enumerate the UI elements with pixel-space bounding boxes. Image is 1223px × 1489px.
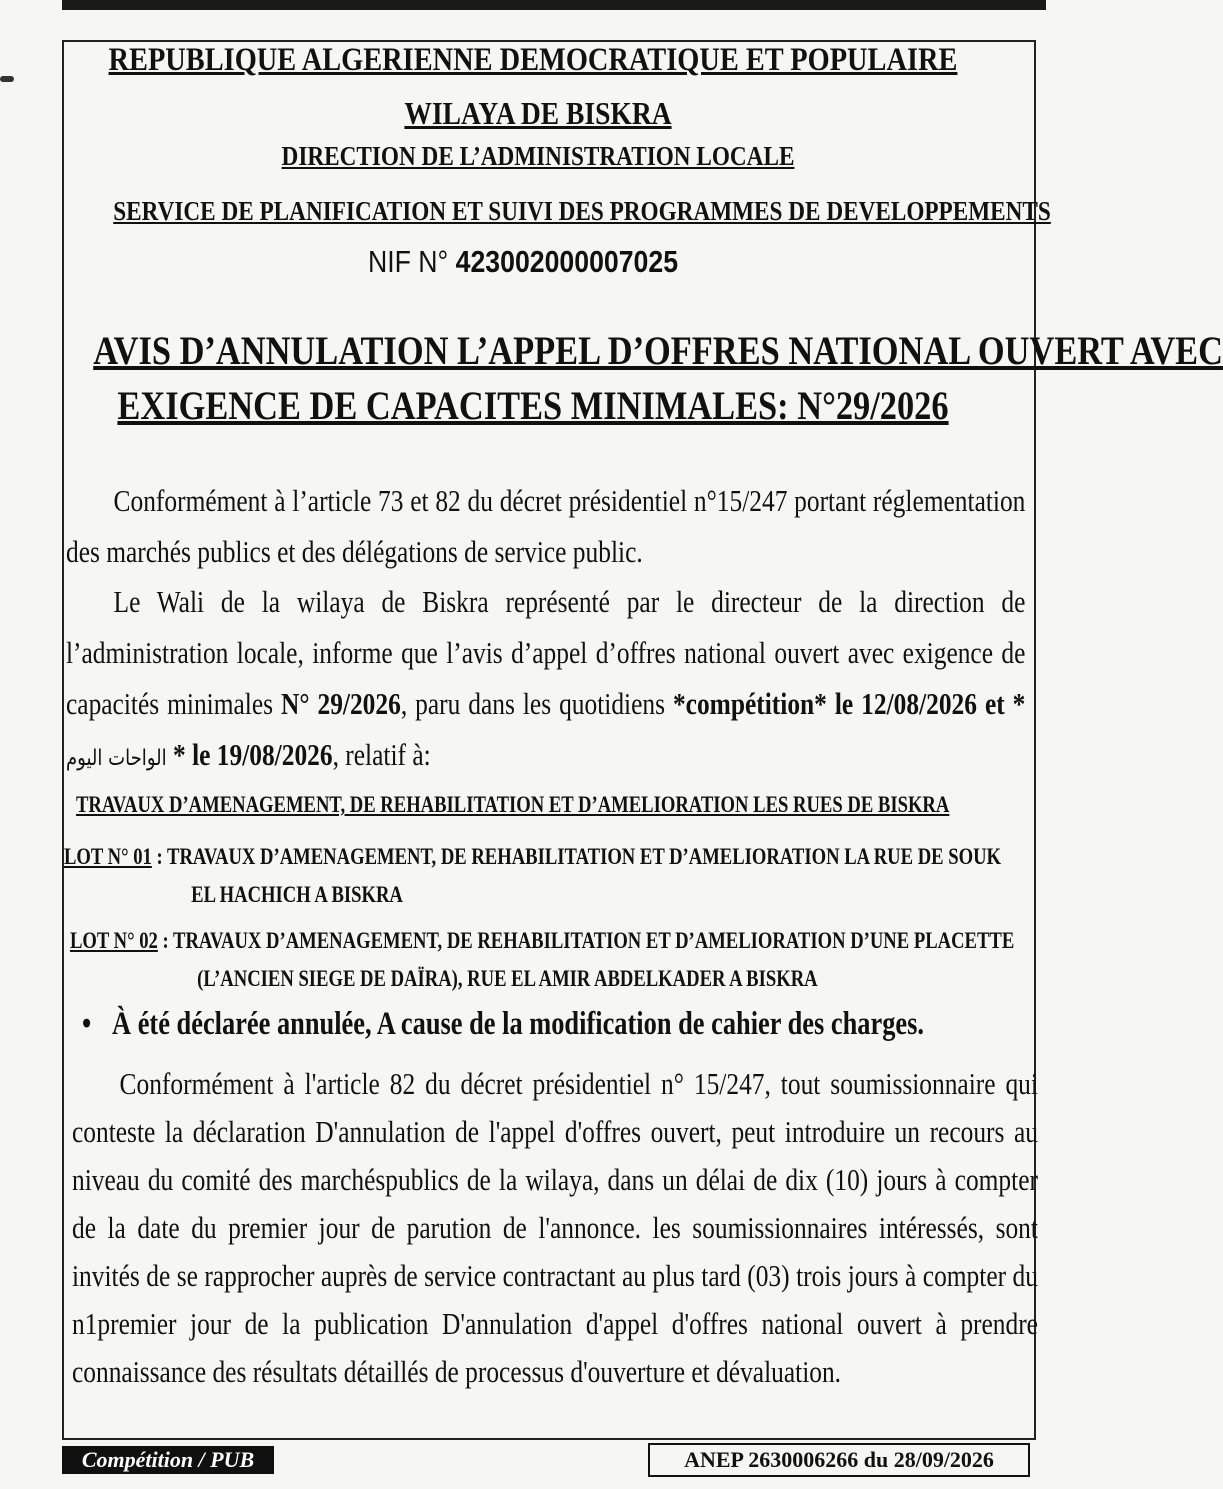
paragraph-appeal: Conformément à l'article 82 du décret présidentiel n° 15/247, tout soumissionnaire qui conteste la déclaration D'annulation de l'appel d'offres ouvert, peut introduire un recours au niveau du comité des marchéspublics de la wilaya, dans un délai de dix (10) jours à compter de la date du premier jour de parution de l'annonce. les soumissionnaires intéressés, sont invités de se rapprocher auprès de service contractant au plus tard (03) trois jours à compter du n1premier jour de la publication D'annulation d'appel d'offres national ouvert à prendre connaissance des résultats détaillés de processus d'ouverture et dévaluation. (72, 1066, 1038, 1389)
lot-2 (70, 922, 1014, 998)
lot-1-line1: : TRAVAUX D’AMENAGEMENT, DE REHABILITATION ET D’AMELIORATION LA RUE DE SOUK (151, 844, 1002, 869)
nif-label: NIF N° (367, 244, 449, 279)
header-service: SERVICE DE PLANIFICATION ET SUIVI DES PROGRAMMES DE DEVELOPPEMENTS (113, 196, 1051, 226)
lot-2-line2: (L’ANCIEN SIEGE DE DAÏRA), RUE EL AMIR ABDELKADER A BISKRA (197, 966, 818, 991)
announcement-text-b: , paru dans les quotidiens (400, 686, 673, 721)
lot-1 (64, 838, 1001, 914)
footer-source-badge: Compétition / PUB (62, 1446, 274, 1474)
lot-1-label: LOT N° 01 (64, 844, 152, 869)
announcement-text-a: Le Wali de la wilaya de Biskra représenté par le directeur de la direction de l’administration locale, informe que l’avis d’appel d’offres national ouvert avec exigence de capacités minimales (66, 584, 1026, 721)
lot-2-label: LOT N° 02 (70, 928, 158, 953)
project-subject: TRAVAUX D’AMENAGEMENT, DE REHABILITATION ET D’AMELIORATION LES RUES DE BISKRA (76, 792, 950, 817)
cancellation-statement (82, 1006, 924, 1043)
lot-1-line2: EL HACHICH A BISKRA (191, 882, 403, 907)
newspaper-2-date: * le 19/08/2026 (173, 737, 333, 772)
bullet-icon: • (82, 1006, 92, 1042)
nif-line (73, 244, 973, 280)
top-black-bar (62, 0, 1046, 10)
newspaper-2-arabic: الواحات اليوم (66, 746, 167, 771)
lot-2-line1: : TRAVAUX D’AMENAGEMENT, DE REHABILITATION ET D’AMELIORATION D’UNE PLACETTE (157, 928, 1015, 953)
newspaper-1: *compétition* le 12/08/2026 et * (672, 686, 1026, 721)
header-republic: REPUBLIQUE ALGERIENNE DEMOCRATIQUE ET POPULAIRE (108, 42, 958, 78)
footer-anep-reference: ANEP 2630006266 du 28/09/2026 (648, 1443, 1030, 1477)
notice-title-line1: AVIS D’ANNULATION L’APPEL D’OFFRES NATIONAL OUVERT AVEC (93, 328, 1223, 373)
paragraph-legal-basis: Conformément à l’article 73 et 82 du décret présidentiel n°15/247 portant réglementation des marchés publics et des délégations de service public. (66, 483, 1026, 569)
announcement-text-c: , relatif à: (332, 737, 431, 772)
tender-number: N° 29/2026 (280, 686, 401, 721)
header-wilaya: WILAYA DE BISKRA (404, 95, 672, 131)
cancellation-text: À été déclarée annulée, A cause de la modification de cahier des charges. (112, 1006, 924, 1042)
nif-value: 423002000007025 (455, 244, 679, 279)
notice-title-line2: EXIGENCE DE CAPACITES MINIMALES: N°29/2026 (117, 383, 949, 428)
header-direction: DIRECTION DE L’ADMINISTRATION LOCALE (281, 141, 795, 171)
paragraph-announcement (66, 576, 1025, 784)
scan-mark (0, 76, 14, 82)
